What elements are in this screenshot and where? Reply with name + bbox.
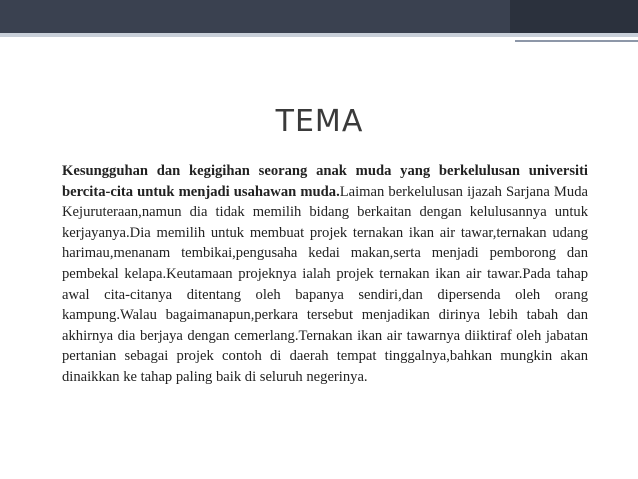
slide-body (62, 161, 588, 388)
header-stripe (0, 33, 638, 37)
body-text: Laiman berkelulusan ijazah Sarjana Muda Kejuruteraan,namun dia tidak memilih bidang berkaitan dengan kelulusannya untuk kerjayanya.Dia memilih untuk membuat projek ternakan ikan air tawar,ternakan udang harimau,menanam tembikai,pengusaha kedai makan,serta menjadi pemborong dan pembekal kelapa.Keutamaan projeknya ialah projek ternakan ikan air tawar.Pada tahap awal cita-citanya ditentang oleh bapanya sendiri,dan dipersenda oleh orang kampung.Walau bagaimanapun,perkara tersebut menjadikan dirinya lebih tabah dan akhirnya dia berjaya dengan cemerlang.Ternakan ikan air tawarnya diiktiraf oleh jabatan pertanian sebagai projek contoh di daerah tempat tinggalnya,bahkan mungkin akan dinaikkan ke tahap paling baik di seluruh negerinya. (62, 183, 588, 385)
slide-title: TEMA (275, 104, 364, 139)
lead-bold-text: Kesungguhan dan kegigihan seorang anak muda yang berkelulusan universiti bercita-cita untuk menjadi usahawan muda. (62, 163, 588, 200)
accent-line (515, 40, 638, 42)
header-corner-block (510, 0, 638, 33)
